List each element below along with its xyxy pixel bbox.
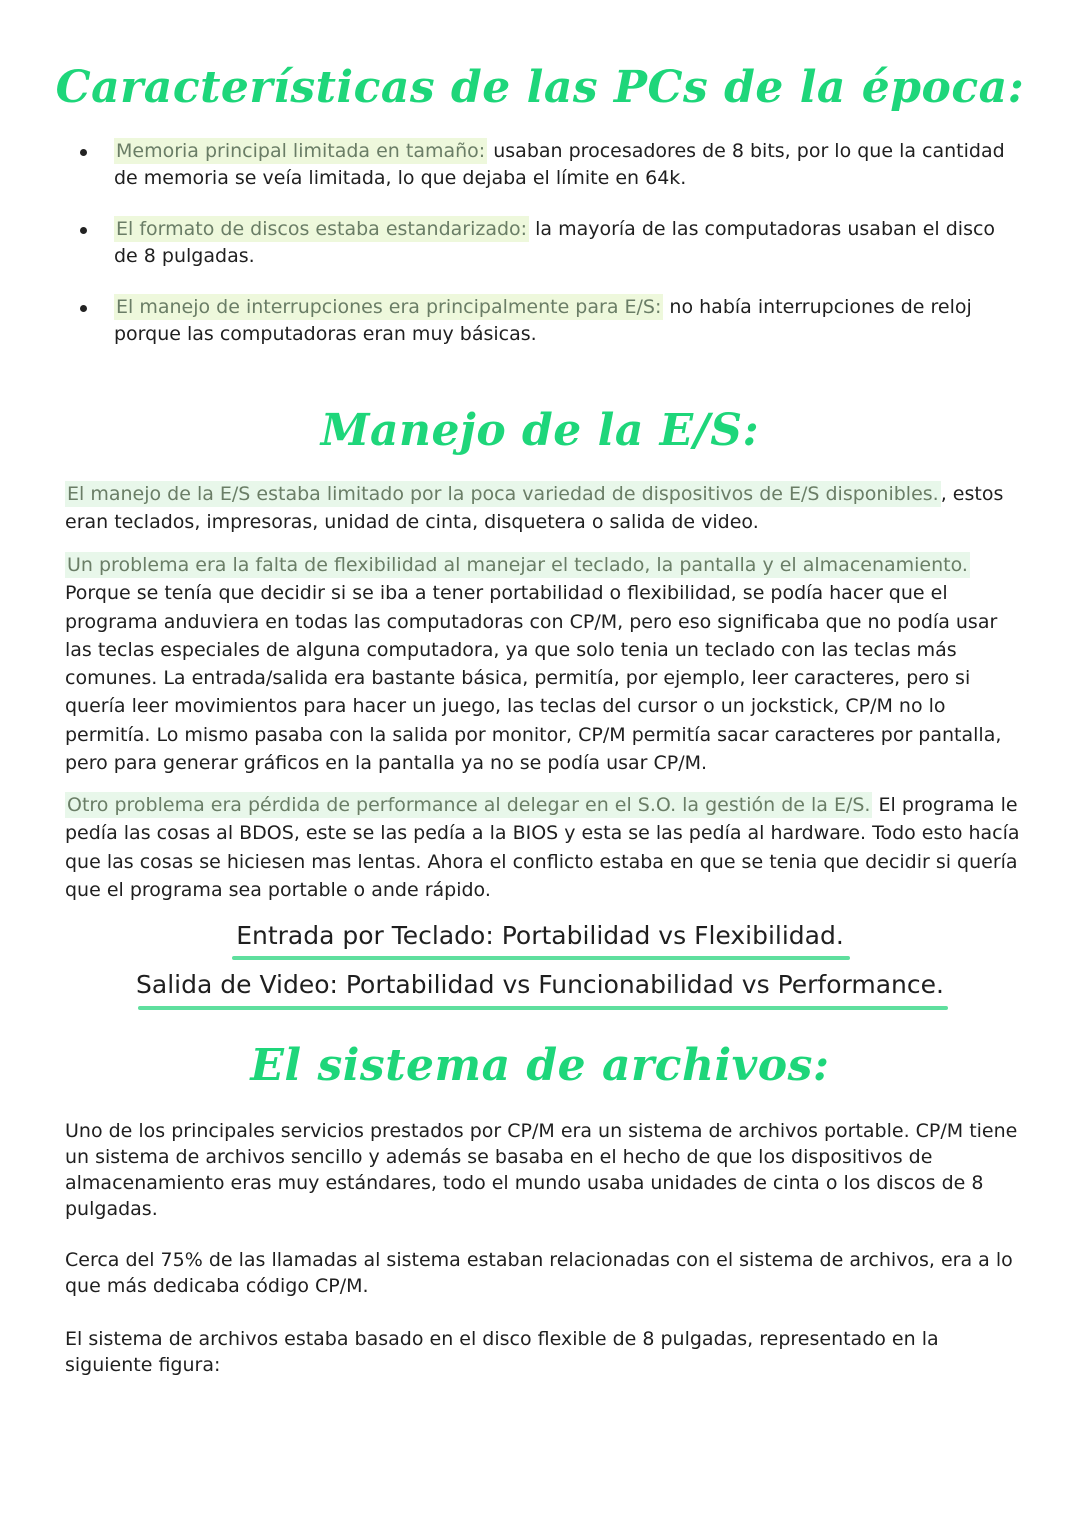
paragraph-text: , estos eran teclados, impresoras, unidad de cinta, disquetera o salida de video.: [65, 483, 1004, 534]
section-title-pc-features: Características de las PCs de la época:: [55, 62, 1025, 113]
bullet-text: usaban procesadores de 8 bits, por lo que la cantidad de memoria se veía limitada, lo que dejaba el límite en 64k.: [114, 140, 1005, 189]
bullet-text: no había interrupciones de reloj porque las computadoras eran muy básicas.: [114, 296, 972, 345]
list-item: [80, 138, 1010, 192]
bullet-icon: [80, 227, 87, 234]
list-item: [80, 216, 1010, 270]
highlighted-phrase: El manejo de la E/S estaba limitado por la poca variedad de dispositivos de E/S disponibles.: [67, 483, 939, 505]
filesystem-paragraph-3: El sistema de archivos estaba basado en el disco flexible de 8 pulgadas, representado en la siguiente figura:: [65, 1328, 939, 1376]
io-paragraph-3: [65, 791, 1025, 904]
list-item: [80, 294, 1010, 348]
highlighted-phrase: Otro problema era pérdida de performance al delegar en el S.O. la gestión de la E/S.: [67, 794, 871, 816]
underline-decoration: [138, 1006, 948, 1010]
comparison-video: Salida de Video: Portabilidad vs Funcionabilidad vs Performance.: [136, 970, 944, 999]
paragraph-text: Porque se tenía que decidir si se iba a tener portabilidad o flexibilidad, se podía hacer que el programa anduviera en todas las computadoras con CP/M, pero eso significaba que no podía usar las teclas especiales de alguna computadora, ya que solo tenia un teclado con las teclas más comunes. La entrada/salida era bastante básica, permitía, por ejemplo, leer caracteres, pero si quería leer movimientos para hacer un juego, las teclas del cursor o un jockstick, CP/M no lo permitía. Lo mismo pasaba con la salida por monitor, CP/M permitía sacar caracteres por pantalla, pero para generar gráficos en la pantalla ya no se podía usar CP/M.: [65, 582, 1002, 775]
section-title-filesystem: El sistema de archivos:: [250, 1040, 830, 1091]
io-paragraph-2: [65, 551, 1025, 777]
paragraph-text: El programa le pedía las cosas al BDOS, este se las pedía a la BIOS y esta se las pedía al hardware. Todo esto hacía que las cosas se hiciesen mas lentas. Ahora el conflicto estaba en que se tenia que decidir si quería que el programa sea portable o ande rápido.: [65, 794, 1020, 901]
underline-decoration: [232, 956, 850, 960]
bullet-text: la mayoría de las computadoras usaban el disco de 8 pulgadas.: [114, 218, 996, 267]
highlighted-phrase: Un problema era la falta de flexibilidad al manejar el teclado, la pantalla y el almacenamiento.: [67, 554, 968, 576]
highlighted-phrase: El manejo de interrupciones era principalmente para E/S:: [116, 296, 662, 318]
bullet-icon: [80, 305, 87, 312]
bullet-icon: [80, 149, 87, 156]
section-title-io: Manejo de la E/S:: [320, 405, 760, 456]
highlighted-phrase: El formato de discos estaba estandarizado:: [116, 218, 528, 240]
comparison-keyboard: Entrada por Teclado: Portabilidad vs Flexibilidad.: [236, 921, 844, 950]
filesystem-paragraph-2: Cerca del 75% de las llamadas al sistema estaban relacionadas con el sistema de archivos, era a lo que más dedicaba código CP/M.: [65, 1249, 1013, 1297]
io-paragraph-1: [65, 480, 1025, 537]
filesystem-paragraph-1: Uno de los principales servicios prestados por CP/M era un sistema de archivos portable. CP/M tiene un sistema de archivos sencillo y además se basaba en el hecho de que los dispositivos de almacenamiento eras muy estándares, todo el mundo usaba unidades de cinta o los discos de 8 pulgadas.: [65, 1120, 1018, 1220]
features-list: [80, 138, 1010, 372]
highlighted-phrase: Memoria principal limitada en tamaño:: [116, 140, 486, 162]
